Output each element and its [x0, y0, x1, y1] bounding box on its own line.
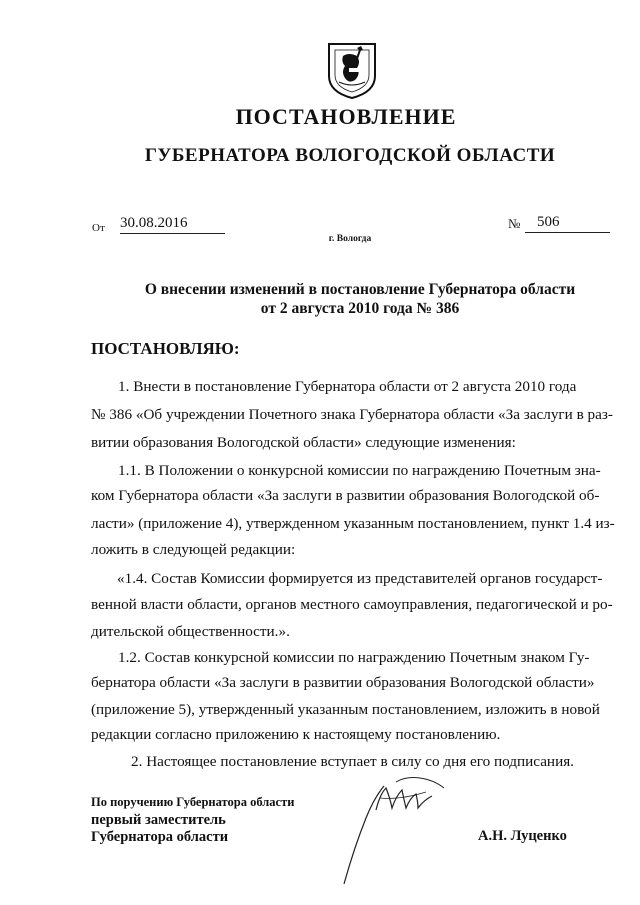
body-line: редакции согласно приложению к настоящему постановлению.	[91, 726, 501, 743]
document-title: ПОСТАНОВЛЕНИЕ	[235, 104, 457, 129]
body-line: 1. Внести в постановление Губернатора области от 2 августа 2010 года	[118, 378, 577, 395]
subject-line-1: О внесении изменений в постановление Губернатора области	[144, 281, 576, 298]
document-subtitle: ГУБЕРНАТОРА ВОЛОГОДСКОЙ ОБЛАСТИ	[144, 145, 556, 166]
signatory-line-3: Губернатора области	[91, 829, 229, 845]
decree-heading: ПОСТАНОВЛЯЮ:	[91, 339, 240, 358]
body-line: 1.1. В Положении о конкурсной комиссии по награждению Почетным зна-	[118, 462, 601, 479]
city-label: г. Вологда	[328, 234, 372, 244]
body-line: дительской общественности.».	[91, 623, 290, 640]
body-line: (приложение 5), утвержденный указанным постановлением, изложить в новой	[91, 701, 600, 718]
signatory-line-1: По поручению Губернатора области	[91, 795, 295, 809]
document-number: 506	[525, 214, 610, 233]
signatory-line-2: первый заместитель	[91, 812, 226, 828]
number-label: №	[508, 216, 521, 231]
signatory-name: А.Н. Луценко	[478, 828, 567, 844]
body-line: № 386 «Об учреждении Почетного знака Губернатора области «За заслуги в раз-	[91, 406, 613, 423]
body-line: ложить в следующей редакции:	[91, 541, 296, 558]
body-line: ласти» (приложение 4), утвержденном указанным постановлением, пункт 1.4 из-	[91, 515, 615, 532]
document-date: 30.08.2016	[120, 215, 225, 234]
vologda-coat-of-arms-icon	[327, 42, 377, 100]
body-line: венной власти области, органов местного самоуправления, педагогической и ро-	[91, 596, 613, 613]
body-line: витии образования Вологодской области» следующие изменения:	[91, 434, 516, 451]
date-label: От	[92, 222, 105, 234]
body-line: бернатора области «За заслуги в развитии образования Вологодской области»	[91, 674, 595, 691]
body-line: «1.4. Состав Комиссии формируется из представителей органов государст-	[117, 570, 603, 587]
handwritten-signature-icon	[340, 768, 460, 888]
body-line: 2. Настоящее постановление вступает в силу со дня его подписания.	[131, 753, 574, 770]
body-line: ком Губернатора области «За заслуги в развитии образования Вологодской об-	[91, 487, 600, 504]
body-line: 1.2. Состав конкурсной комиссии по награждению Почетным знаком Гу-	[118, 649, 590, 666]
subject-line-2: от 2 августа 2010 года № 386	[260, 300, 460, 317]
